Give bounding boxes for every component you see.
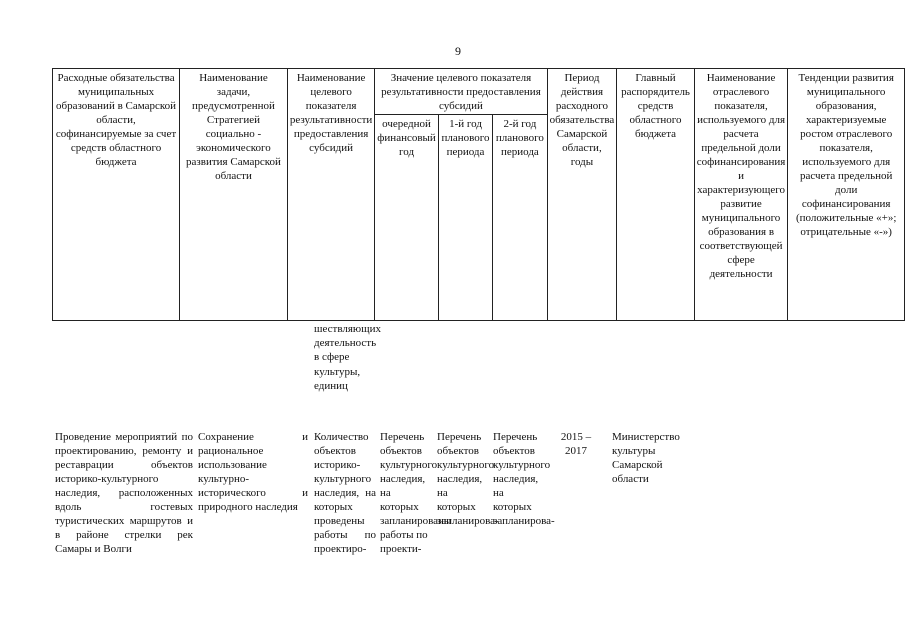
row-value-second-plan-year: Перечень объектов культурного наследия, на которых запланирова- [493, 431, 555, 527]
header-indicator-values: Значение целевого показателя результативности предоставления субсидий [375, 69, 547, 115]
row-value-first-plan-year: Перечень объектов культурного наследия, на которых запланирова- [437, 431, 499, 527]
header-trends: Тенденции развития муниципального образования, характеризуемые ростом отраслевого показателя, используемого для расчета предельной доли софинансирования (положительные «+»; отрицательные «-») [788, 69, 905, 321]
header-target-indicator: Наименование целевого показателя результативности предоставления субсидий [287, 69, 374, 321]
row-obligation: Проведение мероприятий по проектированию, ремонту и реставрации объектов историко-культурного наследия, расположенных вдоль гостевых туристических маршрутов и в районе стрелки рек Самары и Волги [55, 431, 193, 555]
header-next-fiscal-year: очередной финансовый год [375, 115, 439, 321]
header-strategy-task: Наименование задачи, предусмотренной Стратегией социально - экономического развития Самарской области [180, 69, 288, 321]
header-chief-administrator: Главный распорядитель средств областного бюджета [617, 69, 695, 321]
row-period: 2015 – 2017 [560, 431, 592, 457]
row-indicator: Количество объектов историко-культурного наследия, на которых проведены работы по проектиро- [314, 431, 376, 555]
header-period: Период действия расходного обязательства Самарской области, годы [547, 69, 617, 321]
header-table [52, 68, 905, 321]
page-number: 9 [455, 44, 461, 58]
header-second-plan-year: 2-й год планового периода [493, 115, 547, 321]
row-chief-administrator: Министерство культуры Самарской области [612, 431, 680, 485]
header-sector-indicator: Наименование отраслевого показателя, используемого для расчета предельной доли софинансирования и характеризующего развитие муниципального образования в соответствующей сфере деятельности [694, 69, 788, 321]
row-value-next-year: Перечень объектов культурного наследия, на которых запланированы работы по проекти- [380, 431, 452, 555]
row-task: Сохранение и рациональное использование культурно-исторического и природного наследия [198, 431, 308, 513]
continued-indicator-text: шествляющих деятельность в сфере культуры, единиц [314, 323, 381, 392]
header-first-plan-year: 1-й год планового периода [438, 115, 492, 321]
header-expenditure-obligations: Расходные обязательства муниципальных образований в Самарской области, софинансируемые за счет средств областного бюджета [53, 69, 180, 321]
